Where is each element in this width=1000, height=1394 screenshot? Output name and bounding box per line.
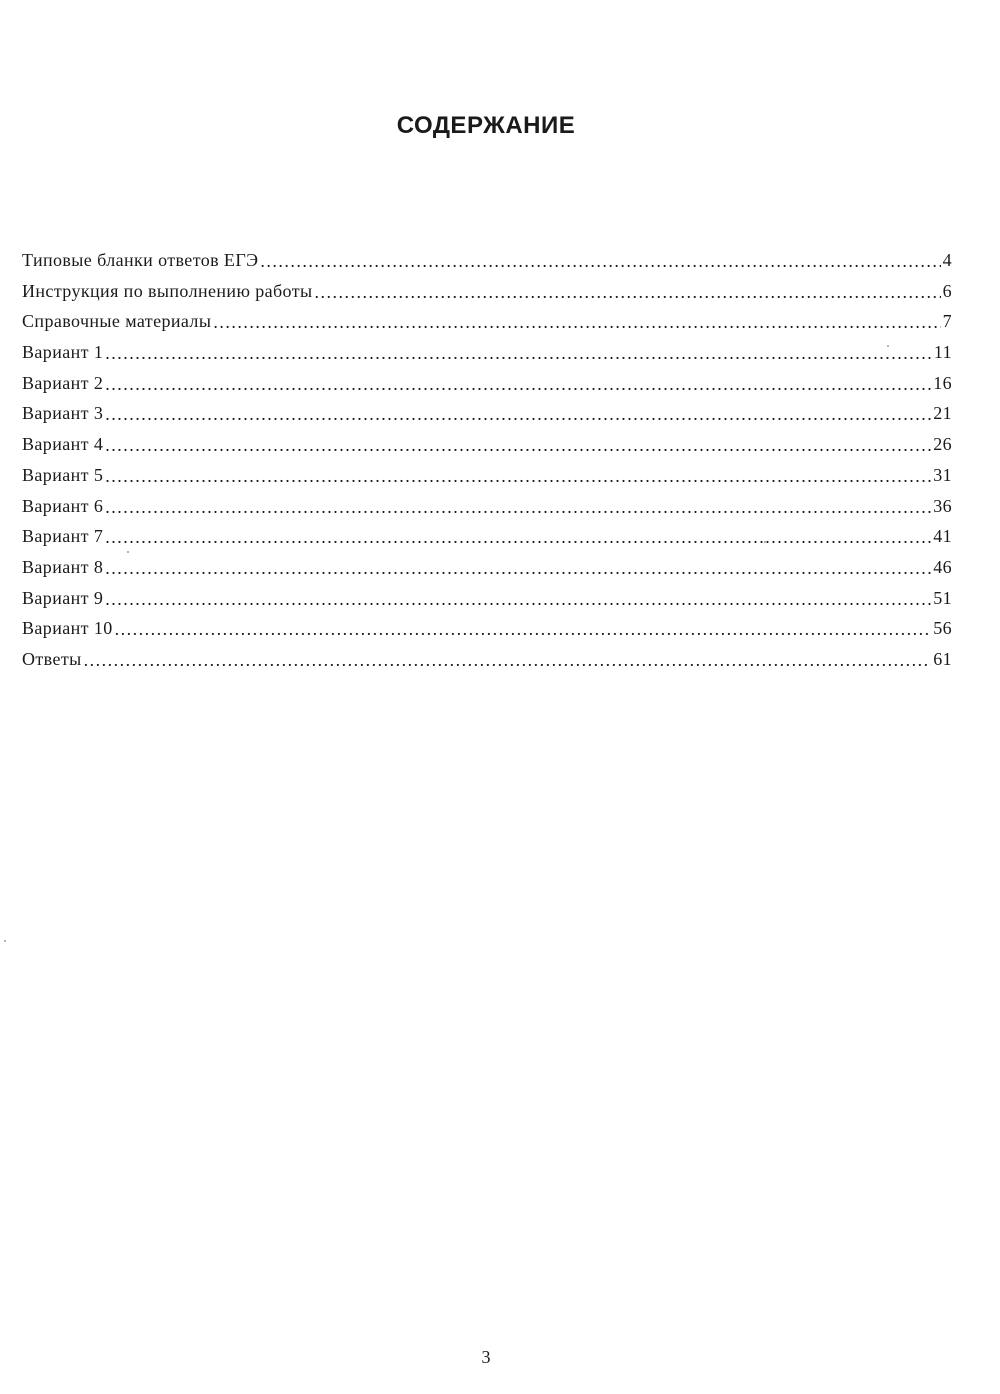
toc-leader-dots (260, 251, 940, 271)
toc-entry-label: Инструкция по выполнению работы (22, 280, 313, 301)
toc-entry-page: 51 (933, 587, 952, 608)
toc-entry-label: Вариант 3 (22, 403, 104, 424)
toc-entry-page: 36 (933, 495, 952, 516)
toc-entry[interactable] (22, 281, 952, 312)
toc-entry-label: Справочные материалы (22, 311, 212, 332)
page-number: 3 (481, 1347, 491, 1367)
toc-entry[interactable] (22, 250, 952, 281)
toc-entry-label: Типовые бланки ответов ЕГЭ (22, 250, 259, 270)
table-of-contents (22, 250, 952, 680)
toc-entry-label: Вариант 8 (22, 556, 104, 577)
toc-entry-label: Вариант 5 (22, 464, 104, 485)
toc-entry[interactable] (22, 342, 952, 373)
toc-entry[interactable] (22, 373, 952, 404)
toc-entry-label: Вариант 1 (22, 342, 104, 363)
toc-leader-dots (213, 312, 940, 332)
scan-speck (127, 551, 129, 553)
toc-entry-page: 16 (933, 372, 952, 393)
toc-entry-label: Вариант 10 (22, 618, 113, 639)
toc-entry-label: Вариант 2 (22, 372, 104, 393)
toc-entry-label: Вариант 7 (22, 526, 104, 547)
toc-entry-page: 26 (933, 434, 952, 455)
toc-entry-label: Вариант 6 (22, 495, 104, 516)
toc-leader-dots (105, 374, 931, 394)
toc-entry[interactable] (22, 526, 952, 557)
toc-entry[interactable] (22, 588, 952, 619)
toc-entry[interactable] (22, 403, 952, 434)
toc-entry-label: Ответы (22, 648, 82, 669)
scan-speck (887, 345, 889, 347)
toc-leader-dots (105, 589, 931, 609)
toc-entry-page: 6 (942, 280, 952, 301)
toc-leader-dots (84, 650, 932, 670)
toc-entry-label: Вариант 9 (22, 587, 104, 608)
toc-entry-page: 61 (933, 648, 952, 669)
toc-entry[interactable] (22, 618, 952, 649)
toc-leader-dots (105, 497, 931, 517)
scan-speck (4, 940, 6, 942)
toc-leader-dots (314, 282, 940, 302)
toc-leader-dots (115, 619, 932, 639)
toc-leader-dots (105, 558, 931, 578)
toc-entry[interactable] (22, 311, 952, 342)
scan-speck (764, 541, 766, 543)
toc-leader-dots (105, 466, 931, 486)
toc-leader-dots (105, 435, 931, 455)
page-title: СОДЕРЖАНИЕ (396, 112, 576, 139)
toc-entry-page: 21 (933, 403, 952, 424)
toc-entry[interactable] (22, 649, 952, 680)
toc-entry-page: 7 (942, 311, 952, 332)
toc-entry-page: 31 (933, 464, 952, 485)
toc-entry-page: 41 (933, 526, 952, 547)
toc-entry[interactable] (22, 557, 952, 588)
toc-leader-dots (105, 404, 931, 424)
toc-leader-dots (105, 343, 932, 363)
toc-entry[interactable] (22, 434, 952, 465)
toc-entry-label: Вариант 4 (22, 434, 104, 455)
toc-entry-page: 46 (933, 556, 952, 577)
toc-entry[interactable] (22, 465, 952, 496)
toc-leader-dots (105, 527, 931, 547)
toc-entry-page: 56 (933, 618, 952, 639)
toc-entry[interactable] (22, 496, 952, 527)
toc-entry-page: 11 (933, 342, 952, 363)
toc-entry-page: 4 (942, 250, 952, 270)
